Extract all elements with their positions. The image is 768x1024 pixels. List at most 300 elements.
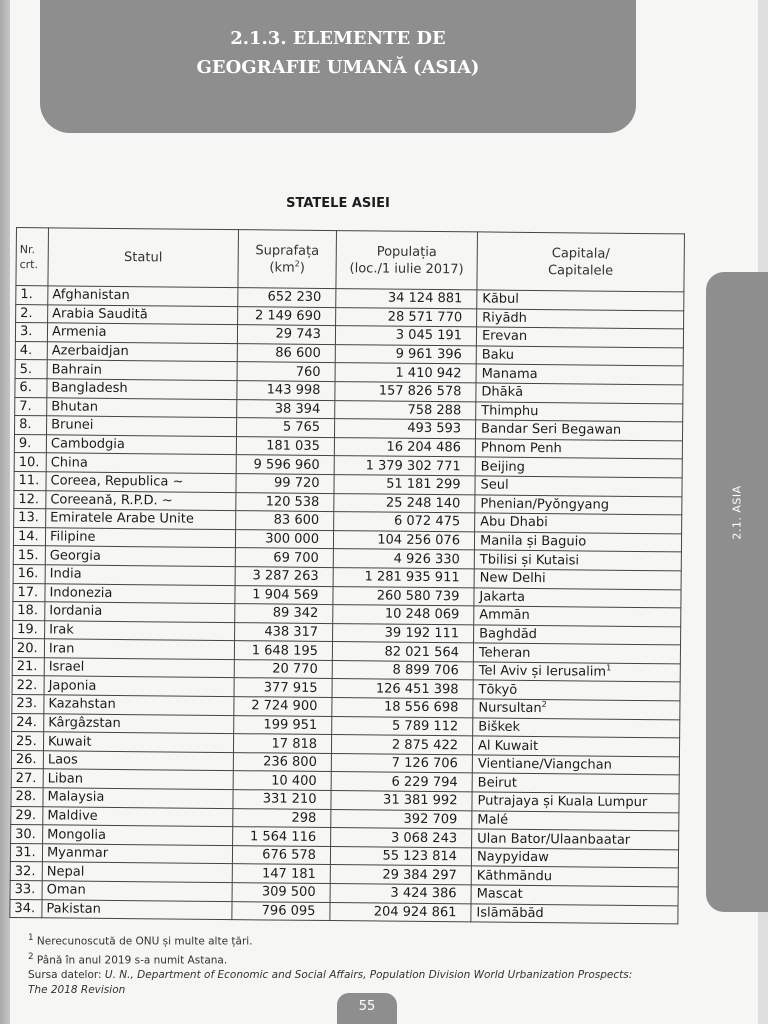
state-name	[45, 602, 235, 622]
row-number-text: 21.	[16, 659, 38, 675]
state-name	[43, 769, 233, 789]
area-value	[233, 771, 331, 791]
area-value-text: 5 765	[282, 420, 321, 436]
capital-name-text: Ammān	[479, 607, 530, 624]
population-value-text: 392 709	[403, 811, 458, 828]
capital-name	[473, 662, 680, 683]
row-number	[11, 806, 43, 825]
data-source-text: U. N., Department of Economic and Social Affairs, Population Division World Urbanization Prospects:	[104, 969, 633, 981]
state-name	[47, 416, 237, 436]
capital-name-text: Biškek	[478, 719, 521, 735]
capital-name-text: Erevan	[481, 328, 528, 345]
data-source-label: Sursa datelor:	[28, 969, 102, 981]
state-name-text: Kazahstan	[48, 696, 116, 713]
area-value-text: 438 317	[264, 624, 319, 640]
population-value-text: 6 072 475	[393, 514, 461, 530]
area-value	[235, 622, 333, 642]
capital-name	[473, 643, 680, 664]
state-name-text: Brunei	[51, 417, 94, 434]
row-number-text: 24.	[16, 714, 38, 731]
capital-name-text: Thimphu	[481, 403, 539, 419]
state-name-text: Laos	[47, 752, 78, 768]
population-value-text: 157 826 578	[378, 383, 462, 400]
area-value	[238, 306, 336, 326]
row-number	[15, 416, 47, 435]
capital-name-text: Mascat	[476, 886, 523, 903]
capital-footnote-mark: 1	[606, 663, 612, 673]
state-name-text: Armenia	[51, 324, 107, 341]
row-number-text: 28.	[15, 789, 37, 805]
population-value	[330, 846, 471, 866]
row-number	[11, 732, 43, 751]
area-value-text: 69 700	[273, 550, 319, 566]
capital-name	[471, 903, 678, 924]
row-number-text: 3.	[19, 324, 33, 340]
capital-name-text: Islāmābād	[476, 905, 544, 921]
row-number	[11, 750, 43, 769]
row-number-text: 20.	[16, 640, 38, 656]
row-number-text: 4.	[19, 343, 33, 359]
area-value	[235, 604, 333, 624]
capital-name	[475, 513, 682, 534]
capital-name-text: Seul	[480, 477, 509, 493]
capital-name	[471, 848, 678, 869]
area-value	[234, 697, 332, 717]
state-name	[45, 528, 235, 548]
population-value-text: 3 045 191	[395, 328, 463, 344]
area-value-text: 2 149 690	[254, 308, 322, 324]
page-number: 55	[337, 993, 397, 1024]
area-value	[235, 548, 333, 568]
population-value-text: 5 789 112	[391, 718, 459, 735]
capital-name	[475, 420, 682, 441]
capital-name-text: Nursultan	[478, 700, 542, 717]
area-value-text: 9 596 960	[253, 456, 320, 473]
population-value	[331, 809, 472, 829]
section-side-tab-label	[727, 472, 747, 552]
capital-name-text: Teheran	[478, 645, 531, 661]
row-number	[13, 564, 45, 583]
header-capital-line2: Capitalele	[547, 262, 614, 279]
section-side-tab-text: 2.1. ASIA	[730, 484, 744, 540]
population-value-text: 51 181 299	[386, 476, 461, 493]
row-number	[14, 490, 46, 509]
capital-name	[472, 755, 679, 776]
population-value	[332, 642, 473, 662]
row-number-text: 22.	[16, 677, 38, 693]
state-name	[45, 583, 235, 603]
population-value	[334, 456, 475, 476]
population-value-text: 7 126 706	[391, 755, 458, 772]
row-number	[16, 286, 48, 305]
population-value-text: 260 580 739	[376, 588, 460, 605]
population-value	[333, 567, 474, 587]
population-value	[334, 475, 475, 495]
state-name	[42, 862, 232, 882]
chapter-title-line2: GEOGRAFIE UMANĂ (ASIA)	[196, 57, 480, 78]
area-value-text: 1 648 195	[251, 642, 319, 659]
state-name	[42, 899, 232, 919]
capital-name-text: Tōkyō	[478, 682, 518, 698]
capital-name	[475, 439, 682, 460]
population-value	[333, 586, 474, 606]
capital-footnote-mark: 2	[541, 700, 547, 710]
state-name-text: China	[50, 454, 88, 471]
capital-name	[475, 457, 682, 478]
capital-name	[477, 309, 684, 330]
table-title: STATELE ASIEI	[286, 196, 390, 211]
population-value	[331, 791, 472, 811]
capital-name-text: Ulan Bator/Ulaanbaatar	[477, 830, 631, 848]
capital-name-text: Jakarta	[479, 589, 526, 605]
footnote-2-text: Până în anul 2019 s-a numit Astana.	[36, 954, 228, 966]
chapter-title	[40, 24, 636, 82]
footnote-2-mark: 2	[28, 951, 34, 962]
row-number	[13, 527, 45, 546]
row-number-text: 5.	[19, 361, 33, 377]
area-value	[232, 883, 330, 903]
area-value-text: 181 035	[266, 438, 320, 454]
state-name	[45, 620, 235, 640]
population-value	[332, 679, 473, 699]
area-value-text: 3 287 263	[252, 568, 319, 585]
header-area-unit-close: )	[299, 260, 305, 276]
state-name	[46, 472, 236, 492]
area-value-text: 1 904 569	[252, 587, 319, 603]
area-value-text: 17 818	[271, 736, 318, 752]
population-value-text: 9 961 396	[395, 346, 462, 363]
area-value	[237, 381, 335, 401]
area-value	[237, 399, 335, 419]
capital-name	[476, 364, 683, 385]
state-name-text: Filipine	[49, 529, 96, 545]
row-number-text: 8.	[19, 417, 32, 433]
capital-name-text: Kāthmāndu	[476, 868, 553, 884]
area-value-text: 83 600	[273, 512, 320, 529]
state-name	[47, 360, 237, 380]
footnote-1	[28, 931, 708, 950]
capital-name	[473, 699, 680, 720]
population-value-text: 3 068 243	[390, 830, 458, 846]
row-number-text: 34.	[14, 900, 36, 917]
population-value	[336, 307, 477, 327]
state-name-text: Iran	[48, 640, 75, 657]
capital-name	[473, 718, 680, 739]
area-value	[232, 845, 330, 865]
population-value-text: 39 192 111	[384, 625, 460, 642]
state-name	[43, 751, 233, 771]
data-source-text-2: The 2018 Revision	[28, 984, 126, 996]
header-nr	[16, 228, 49, 286]
area-value	[236, 511, 334, 531]
area-value-text: 796 095	[261, 903, 316, 919]
row-number-text: 17.	[17, 584, 39, 601]
state-name-text: Mongolia	[47, 826, 107, 843]
area-value	[236, 474, 334, 494]
row-number	[10, 899, 42, 918]
area-value-text: 20 770	[272, 661, 318, 678]
capital-name	[472, 773, 679, 794]
population-value-text: 126 451 398	[375, 681, 459, 698]
population-value-text: 55 123 814	[382, 848, 458, 865]
population-value-text: 104 256 076	[377, 532, 461, 549]
capital-name	[476, 346, 683, 367]
state-name-text: Kuwait	[47, 733, 92, 750]
population-value-text: 28 571 770	[387, 309, 463, 326]
population-value-text: 31 381 992	[383, 792, 458, 809]
state-name-text: Irak	[49, 622, 74, 638]
population-value	[335, 363, 476, 383]
capital-name-text: Kābul	[482, 291, 520, 308]
capital-name	[474, 625, 681, 646]
population-value	[331, 735, 472, 755]
population-value	[333, 623, 474, 643]
state-name-text: Japonia	[48, 678, 97, 694]
state-name-text: Azerbaidjan	[51, 343, 129, 360]
table-header-row	[16, 228, 685, 292]
state-name	[46, 435, 236, 455]
capital-name-text: Bandar Seri Begawan	[481, 421, 622, 439]
row-number-text: 11.	[18, 473, 40, 489]
area-value-text: 652 230	[267, 289, 322, 306]
area-value-text: 29 743	[275, 326, 322, 343]
state-name	[44, 713, 234, 733]
population-value-text: 1 379 302 771	[365, 458, 461, 474]
row-number	[12, 676, 44, 695]
state-name	[45, 565, 235, 585]
population-value	[330, 865, 471, 885]
row-number-text: 23.	[16, 696, 38, 712]
state-name-text: Emiratele Arabe Unite	[50, 510, 194, 528]
row-number	[14, 471, 46, 490]
state-name	[43, 825, 233, 845]
population-value-text: 6 229 794	[391, 774, 458, 790]
state-name-text: Nepal	[46, 864, 85, 880]
capital-name	[474, 606, 681, 627]
row-number	[12, 713, 44, 732]
area-value	[233, 808, 331, 828]
footnote-2	[28, 950, 708, 969]
area-value-text: 760	[295, 364, 321, 380]
row-number	[12, 657, 44, 676]
population-value	[331, 828, 472, 848]
area-value	[236, 492, 334, 512]
population-value-text: 2 875 422	[391, 737, 459, 753]
capital-name	[471, 866, 678, 887]
capital-name-text: Putrajaya și Kuala Lumpur	[477, 793, 648, 811]
header-area	[238, 230, 337, 289]
state-name-text: Georgia	[49, 547, 101, 564]
row-number	[12, 695, 44, 714]
state-name-text: Arabia Saudită	[52, 306, 148, 323]
row-number	[15, 397, 47, 416]
state-name	[43, 732, 233, 752]
population-value	[335, 400, 476, 420]
capital-name	[476, 383, 683, 404]
header-state: Statul	[48, 228, 239, 288]
row-number	[10, 843, 42, 862]
population-value	[333, 530, 474, 550]
area-value-text: 38 394	[274, 401, 321, 417]
area-value	[234, 715, 332, 735]
area-value	[238, 288, 336, 308]
state-name	[42, 844, 232, 864]
population-value	[334, 419, 475, 439]
row-number	[15, 323, 47, 342]
header-capital	[477, 232, 685, 292]
area-value-text: 1 564 116	[249, 828, 317, 845]
population-value	[332, 698, 473, 718]
capital-name-text: Tbilisi și Kutaisi	[479, 552, 580, 569]
row-number-text: 7.	[19, 398, 32, 415]
capital-name-text: Tel Aviv și Ierusalim	[478, 663, 607, 680]
population-value-text: 1 281 935 911	[364, 569, 460, 586]
row-number-text: 29.	[15, 807, 37, 824]
population-value	[332, 716, 473, 736]
capital-name	[476, 401, 683, 422]
area-value-text: 120 538	[265, 494, 320, 510]
population-value	[334, 493, 475, 513]
capital-name	[475, 476, 682, 497]
population-value	[331, 753, 472, 773]
capital-name-text: Manama	[481, 366, 538, 382]
population-value	[333, 549, 474, 569]
state-name-text: Myanmar	[46, 845, 109, 862]
area-value	[234, 659, 332, 679]
population-value-text: 18 556 698	[383, 699, 459, 716]
area-value	[233, 827, 331, 847]
population-value	[336, 289, 477, 309]
row-number	[13, 546, 45, 565]
row-number-text: 10.	[18, 454, 40, 470]
state-name	[44, 695, 234, 715]
row-number	[13, 583, 45, 602]
row-number	[11, 825, 43, 844]
area-value	[234, 678, 332, 698]
state-name	[42, 881, 232, 901]
header-population-line2: (loc./1 iulie 2017)	[349, 260, 464, 277]
header-population	[336, 231, 478, 290]
capital-name	[471, 885, 678, 906]
population-value-text: 3 424 386	[390, 885, 457, 902]
population-value	[332, 660, 473, 680]
population-value	[333, 605, 474, 625]
row-number-text: 33.	[14, 882, 36, 898]
row-number-text: 30.	[15, 826, 36, 842]
area-value-text: 199 951	[263, 717, 318, 733]
states-table	[9, 227, 685, 925]
area-value-text: 89 342	[272, 605, 319, 622]
area-value	[233, 752, 331, 772]
row-number	[11, 769, 43, 788]
capital-name-text: Vientiane/Viangchan	[477, 756, 612, 773]
capital-name-text: Baku	[481, 347, 515, 363]
row-number-text: 14.	[17, 529, 39, 545]
row-number	[15, 378, 47, 397]
footnote-1-mark: 1	[28, 933, 34, 943]
population-value-text: 493 593	[407, 421, 462, 437]
capital-name-text: New Delhi	[479, 570, 546, 587]
header-nr-line1: Nr.	[19, 242, 36, 256]
state-name-text: Bahrain	[51, 362, 103, 378]
row-number	[13, 620, 45, 639]
state-name	[44, 658, 234, 678]
capital-name-text: Baghdād	[479, 626, 538, 643]
population-value	[335, 344, 476, 364]
state-name	[46, 509, 236, 529]
state-name-text: Iordania	[49, 603, 103, 620]
population-value-text: 25 248 140	[385, 495, 461, 512]
state-name	[48, 304, 238, 324]
capital-name-text: Dhākā	[481, 384, 524, 401]
state-name	[43, 788, 233, 808]
area-value	[237, 418, 335, 438]
area-value	[236, 455, 334, 475]
state-name-text: Kârgâzstan	[48, 715, 121, 731]
capital-name	[474, 569, 681, 590]
row-number	[14, 434, 46, 453]
capital-name-text: Beijing	[480, 459, 526, 475]
row-number-text: 27.	[15, 770, 37, 786]
row-number	[15, 341, 47, 360]
state-name	[46, 453, 236, 473]
state-name	[47, 342, 237, 362]
area-value	[233, 790, 331, 810]
row-number-text: 31.	[14, 845, 36, 861]
capital-name	[474, 532, 681, 553]
state-name-text: Coreeană, R.P.D. ~	[50, 492, 173, 509]
row-number-text: 32.	[14, 863, 36, 879]
area-value-text: 86 600	[275, 345, 321, 362]
state-name-text: Oman	[46, 882, 86, 898]
header-area-unit: (km	[269, 259, 295, 276]
population-value-text: 758 288	[407, 402, 462, 419]
capital-name-text: Riyādh	[482, 310, 528, 326]
table-body	[10, 286, 684, 925]
state-name	[43, 806, 233, 826]
area-value	[237, 343, 335, 363]
state-name-text: Coreea, Republica ~	[50, 473, 184, 490]
population-value	[334, 437, 475, 457]
capital-name	[476, 327, 683, 348]
area-value-text: 300 000	[265, 531, 320, 547]
population-value-text: 29 384 297	[382, 867, 457, 883]
capital-name-text: Beirut	[477, 775, 517, 791]
row-number-text: 25.	[15, 733, 37, 749]
population-value-text: 8 899 706	[392, 662, 459, 679]
capital-name-text: Phenian/Pyŏngyang	[480, 496, 610, 513]
state-name-text: Bhutan	[51, 399, 99, 415]
area-value	[236, 436, 334, 456]
row-number	[14, 509, 46, 528]
state-name	[47, 323, 237, 343]
header-capital-line1: Capitala/	[551, 245, 610, 262]
header-area-unit-exponent: 2	[294, 258, 300, 268]
population-value-text: 34 124 881	[387, 290, 463, 307]
area-value-text: 377 915	[263, 680, 318, 696]
area-value-text: 236 800	[263, 754, 317, 771]
row-number	[11, 788, 43, 807]
capital-name	[477, 290, 684, 311]
row-number	[13, 602, 45, 621]
row-number	[15, 360, 47, 379]
state-name	[44, 639, 234, 659]
area-value	[235, 567, 333, 587]
capital-name	[472, 829, 679, 850]
population-value	[331, 772, 472, 792]
area-value-text: 99 720	[273, 475, 320, 492]
state-name	[48, 286, 238, 306]
